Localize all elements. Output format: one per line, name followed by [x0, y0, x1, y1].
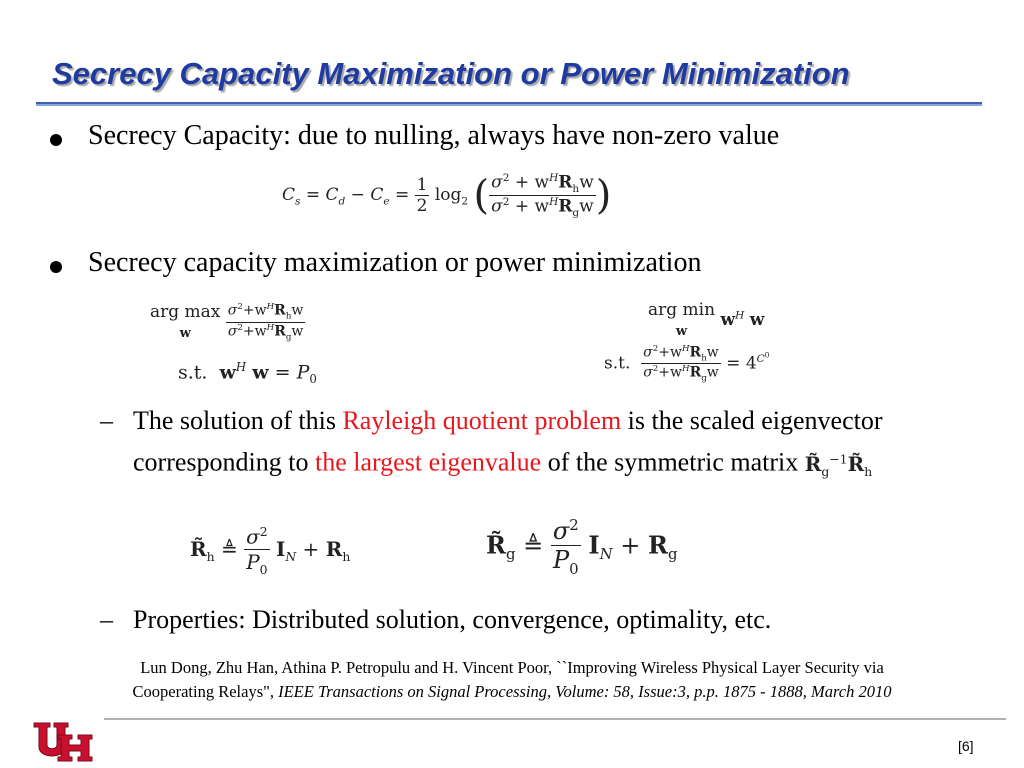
dash-marker: – [100, 406, 113, 435]
highlight-eigenvalue: the largest eigenvalue [314, 447, 542, 477]
argmax-constraint: s.t. $w^H$ $w = P_0$ [178, 360, 317, 387]
uh-logo-icon [32, 721, 96, 763]
reference-authors-tail: Cooperating Relays", [132, 682, 279, 701]
page-number: [6] [958, 738, 974, 754]
argmax-equation: arg max w $\frac{\sigma^2+w^HR_hw}{\sigma^2+w^HR_gw}$ [150, 302, 304, 342]
sub-text: of the symmetric matrix [541, 447, 805, 477]
highlight-rayleigh: Rayleigh quotient problem [342, 406, 622, 435]
reference-line-1: Lun Dong, Zhu Han, Athina P. Petropulu and H. Vincent Poor, ``Improving Wireless Physical Layer Security via [140, 658, 884, 677]
bullet-text: Secrecy capacity maximization or power minimization [88, 247, 702, 278]
sub-text: The solution of this [133, 406, 343, 435]
dash-marker: – [100, 605, 113, 634]
secrecy-capacity-equation: $C_s = C_d - C_e$ = $\frac{1}{2}$ $\log_2$ ( $\frac{\sigma^2 + w^HR_hw}{\sigma^2 + w^HR_gw}$ ) [282, 172, 612, 220]
bullet-text: Secrecy Capacity: due to nulling, always have non-zero value [88, 120, 780, 151]
bullet-dot-icon [50, 261, 62, 273]
argmin-equation: arg min w $w^H$ w [648, 300, 765, 339]
footer-divider [104, 718, 1006, 720]
reference-line-2 [0, 680, 1024, 704]
sub-text: is the scaled eigenvector corresponding to [133, 406, 883, 477]
slide-title: Secrecy Capacity Maximization or Power Minimization [52, 56, 850, 91]
rh-definition: $R̃_h$ ≜ $\frac{\sigma^2}{P_0}$ $I_N + R_h$ [190, 524, 351, 577]
rg-definition: $R̃_g$ ≜ $\frac{\sigma^2}{P_0}$ $I_N + R_g$ [486, 516, 678, 578]
bullet-dot-icon [50, 134, 62, 146]
reference-citation [0, 656, 1024, 704]
reference-journal: IEEE Transactions on Signal Processing, Volume: 58, Issue:3, p.p. 1875 - 1888, March 2010 [278, 682, 892, 701]
sub-text: Properties: Distributed solution, convergence, optimality, etc. [133, 605, 772, 634]
argmin-constraint: s.t. $\frac{\sigma^2+w^HR_hw}{\sigma^2+w^HR_gw}$ = $4^{C^0}$ [604, 344, 770, 384]
title-divider [36, 102, 982, 106]
matrix-expression: $R̃_g^{-1}R̃_h$ [804, 451, 873, 479]
